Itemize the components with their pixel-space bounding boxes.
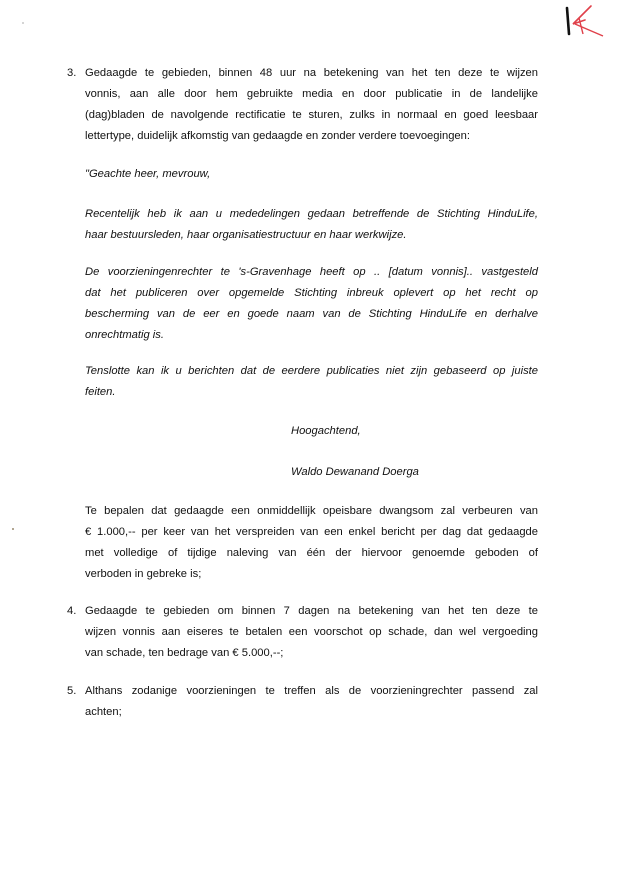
- rectification-closing: Hoogachtend,: [291, 425, 361, 437]
- penalty-clause: [85, 501, 538, 585]
- text-line: Te bepalen dat gedaagde een onmiddellijk opeisbare dwangsom zal verbeuren van: [85, 505, 538, 517]
- text-line: Gedaagde te gebieden, binnen 48 uur na betekening van het ten deze te wijzen: [85, 67, 538, 79]
- text-line: feiten.: [85, 386, 116, 398]
- scan-speck: [22, 22, 24, 24]
- item-3-number: 3.: [67, 67, 77, 79]
- text-line: De voorzieningenrechter te 's-Gravenhage heeft op .. [datum vonnis].. vastgesteld: [85, 266, 538, 278]
- text-line: wijzen vonnis aan eiseres te betalen een voorschot op schade, dan wel vergoeding: [85, 626, 538, 638]
- scan-speck: [12, 528, 14, 530]
- text-line: achten;: [85, 706, 122, 718]
- text-line: onrechtmatig is.: [85, 329, 164, 341]
- text-line: Gedaagde te gebieden om binnen 7 dagen na betekening van het ten deze te: [85, 605, 538, 617]
- item-4-number: 4.: [67, 605, 77, 617]
- item-3-text: [85, 63, 538, 147]
- rectification-salutation: "Geachte heer, mevrouw,: [85, 168, 211, 180]
- rectification-paragraph-2: [85, 262, 538, 346]
- text-line: Tenslotte kan ik u berichten dat de eerdere publicaties niet zijn gebaseerd op juiste: [85, 365, 538, 377]
- text-line: bescherming van de eer en goede naam van de Stichting HinduLife en derhalve: [85, 308, 538, 320]
- text-line: dat het publiceren over opgemelde Stichting inbreuk oplevert op het recht op: [85, 287, 538, 299]
- text-line: vonnis, aan alle door hem gebruikte media en door publicatie in de landelijke: [85, 88, 538, 100]
- handwritten-page-number: [555, 4, 615, 40]
- item-4-text: [85, 601, 538, 664]
- rectification-signatory: Waldo Dewanand Doerga: [291, 466, 419, 478]
- rectification-paragraph-3: [85, 361, 538, 403]
- text-line: haar bestuursleden, haar organisatiestructuur en haar werkwijze.: [85, 229, 407, 241]
- text-line: Althans zodanige voorzieningen te treffen als de voorzieningrechter passend zal: [85, 685, 538, 697]
- item-5-number: 5.: [67, 685, 77, 697]
- item-5-text: [85, 681, 538, 723]
- text-line: Recentelijk heb ik aan u mededelingen gedaan betreffende de Stichting HinduLife,: [85, 208, 538, 220]
- text-line: lettertype, duidelijk afkomstig van gedaagde en zonder verdere toevoegingen:: [85, 130, 470, 142]
- text-line: verboden in gebreke is;: [85, 568, 202, 580]
- text-line: (dag)bladen de navolgende rectificatie te sturen, zulks in normaal en goed leesbaar: [85, 109, 538, 121]
- text-line: met volledige of tijdige naleving van één der hiervoor genoemde geboden of: [85, 547, 538, 559]
- text-line: van schade, ten bedrage van € 5.000,--;: [85, 647, 284, 659]
- rectification-paragraph-1: [85, 204, 538, 246]
- text-line: € 1.000,-- per keer van het verspreiden van een enkel bericht per dag dat gedaagde: [85, 526, 538, 538]
